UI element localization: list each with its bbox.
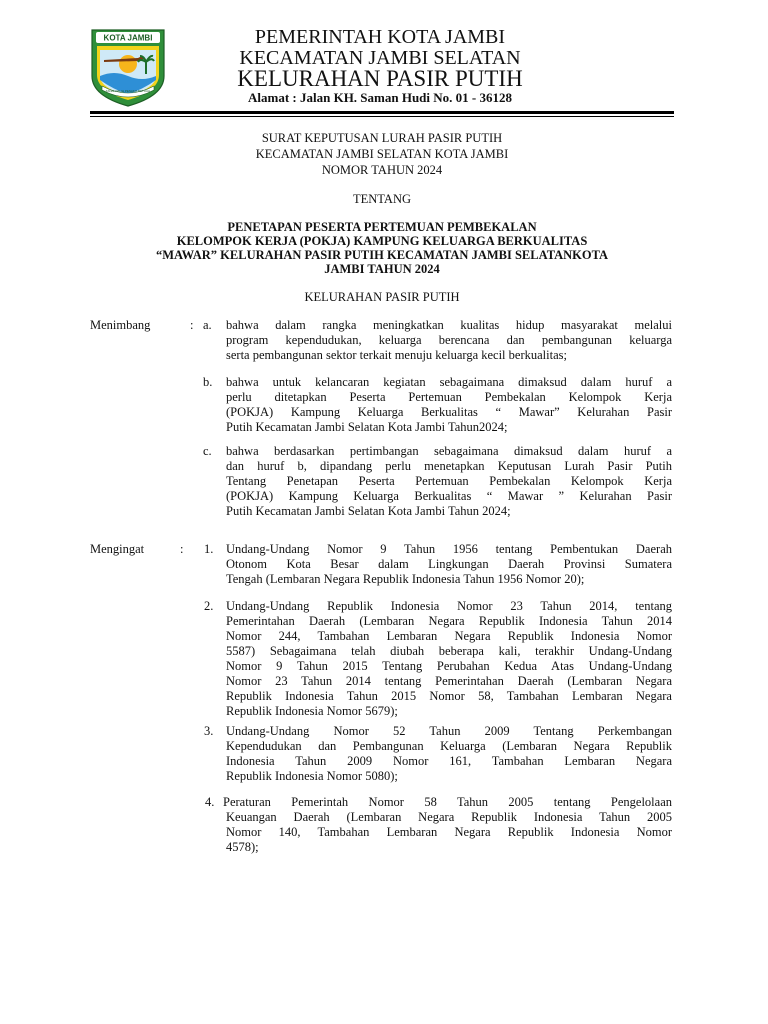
text-line: Kependudukan dan Pembangunan Keluarga (Lembaran Negara Republik [226,739,672,753]
menimbang-item-a [226,318,672,363]
text-line: 5587) Sebagaimana telah diubah beberapa kali, terakhir Undang-Undang [226,644,672,658]
letterhead-rule-thick [90,111,674,114]
letterhead-line-2: KECAMATAN JAMBI SELATAN [239,47,521,69]
text-line: Otonom Kota Besar dalam Lingkungan Daerah Provinsi Sumatera [226,557,672,571]
title-line-2: KECAMATAN JAMBI SELATAN KOTA JAMBI [255,147,509,161]
menimbang-marker-c: c. [203,444,212,458]
text-line: Indonesia Tahun 2009 Nomor 161, Tambahan Lembaran Negara [226,754,672,768]
subject-line-1: PENETAPAN PESERTA PERTEMUAN PEMBEKALAN [227,220,537,234]
menimbang-label: Menimbang [90,318,151,332]
mengingat-item-1 [226,542,672,587]
subject-line-2: KELOMPOK KERJA (POKJA) KAMPUNG KELUARGA BERKUALITAS [176,234,588,248]
mengingat-label: Mengingat [90,542,145,556]
svg-text:TANAH PILIH PESAKO BETUAH: TANAH PILIH PESAKO BETUAH [105,89,151,93]
text-line: Nomor 23 Tahun 2014 tentang Pemerintahan Daerah (Lembaran Negara [226,674,672,688]
letterhead-address: Alamat : Jalan KH. Saman Hudi No. 01 - 36128 [248,90,512,105]
mengingat-marker-3: 3. [204,724,214,738]
title-line-1: SURAT KEPUTUSAN LURAH PASIR PUTIH [261,131,503,145]
text-line: Keuangan Daerah (Lembaran Negara Republik Indonesia Tahun 2005 [226,810,672,824]
letterhead-line-1: PEMERINTAH KOTA JAMBI [254,26,506,48]
mengingat-colon: : [180,542,184,556]
menimbang-colon: : [190,318,194,332]
kota-jambi-logo [88,26,168,108]
mengingat-item-4 [223,795,672,855]
subject-line-3: “MAWAR” KELURAHAN PASIR PUTIH KECAMATAN JAMBI SELATANKOTA [155,248,609,262]
mengingat-marker-1: 1. [204,542,214,556]
text-line: Republik Indonesia Nomor 5679); [226,704,398,718]
text-line: Nomor 9 Tahun 2015 Tentang Perubahan Kedua Atas Undang-Undang [226,659,672,673]
text-line: (POKJA) Kampung Keluarga Berkualitas “ Mawar ” Kelurahan Pasir [226,489,672,503]
mengingat-item-3 [226,724,672,784]
subject-line-4: JAMBI TAHUN 2024 [324,262,440,276]
mengingat-marker-2: 2. [204,599,214,613]
text-line: Putih Kecamatan Jambi Selatan Kota Jambi Tahun2024; [226,420,508,434]
text-line: program kependudukan, keluarga berencana dan pembangunan keluarga [226,333,672,347]
letterhead-line-3: KELURAHAN PASIR PUTIH [237,66,523,91]
text-line: bahwa berdasarkan pertimbangan sebagaimana dimaksud dalam huruf a [226,444,672,458]
mengingat-marker-4: 4. [205,795,215,809]
text-line: (POKJA) Kampung Keluarga Berkualitas “ Mawar” Kelurahan Pasir [226,405,672,419]
menimbang-marker-b: b. [203,375,213,389]
text-line: Nomor 140, Tambahan Lembaran Negara Republik Indonesia Nomor [226,825,672,839]
text-line: Undang-Undang Republik Indonesia Nomor 23 Tahun 2014, tentang [226,599,672,613]
text-line: 4578); [226,840,259,854]
menimbang-marker-a: a. [203,318,212,332]
menimbang-item-c [226,444,672,519]
text-line: dan huruf b, dipandang perlu menetapkan Keputusan Lurah Pasir Putih [226,459,672,473]
text-line: Republik Indonesia Nomor 5080); [226,769,398,783]
text-line: Undang-Undang Nomor 52 Tahun 2009 Tentang Perkembangan [226,724,672,738]
text-line: Undang-Undang Nomor 9 Tahun 1956 tentang Pembentukan Daerah [226,542,672,556]
title-line-3: NOMOR TAHUN 2024 [321,163,443,177]
text-line: Tengah (Lembaran Negara Republik Indonesia Tahun 1956 Nomor 20); [226,572,585,586]
text-line: Tentang Penetapan Peserta Pertemuan Pembekalan Kelompok Kerja [226,474,672,488]
text-line: bahwa untuk kelancaran kegiatan sebagaimana dimaksud dalam huruf a [226,375,672,389]
mengingat-item-2 [226,599,672,719]
text-line: Peraturan Pemerintah Nomor 58 Tahun 2005 tentang Pengelolaan [223,795,672,809]
text-line: Pemerintahan Daerah (Lembaran Negara Republik Indonesia Tahun 2014 [226,614,672,628]
letterhead-rule-thin [90,116,674,117]
title-tentang: TENTANG [352,192,411,206]
svg-text:KOTA JAMBI: KOTA JAMBI [103,33,153,43]
text-line: Republik Indonesia Tahun 2015 Nomor 58, Tambahan Lembaran Negara [226,689,672,703]
menimbang-item-b [226,375,672,435]
text-line: Nomor 244, Tambahan Lembaran Negara Republik Indonesia Nomor [226,629,672,643]
text-line: perlu ditetapkan Peserta Pertemuan Pembekalan Kelompok Kerja [226,390,672,404]
title-issuer: KELURAHAN PASIR PUTIH [304,290,460,304]
text-line: Putih Kecamatan Jambi Selatan Kota Jambi Tahun 2024; [226,504,511,518]
text-line: serta pembangunan sektor terkait menuju keluarga kecil berkualitas; [226,348,567,362]
text-line: bahwa dalam rangka meningkatkan kualitas hidup masyarakat melalui [226,318,672,332]
